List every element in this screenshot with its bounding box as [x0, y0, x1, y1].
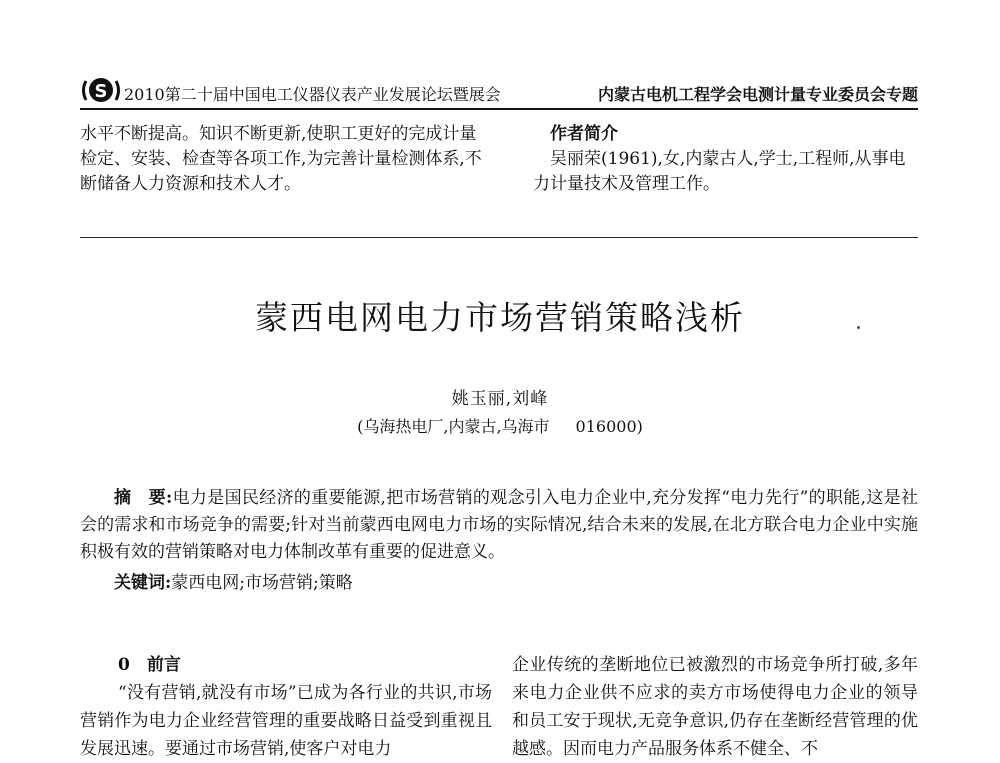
abstract [80, 485, 918, 566]
header-divider [80, 108, 918, 110]
page-header [80, 76, 918, 106]
keywords-text: 蒙西电网;市场营销;策略 [171, 573, 353, 593]
body-paragraph-right: 企业传统的垄断地位已被激烈的市场竞争所打破,多年来电力企业供不应求的卖方市场使得电力企业的领导和员工安于现状,无竞争意识,仍存在垄断经营管理的优越感。因而电力产品服务体系不健全、不 [512, 655, 918, 759]
article-title: 蒙西电网电力市场营销策略浅析 [255, 298, 745, 337]
section-heading: 0 前言 [118, 655, 181, 675]
body-column-left [80, 651, 492, 763]
journal-topic: 内蒙古电机工程学会电测计量专业委员会专题 [597, 85, 918, 104]
previous-article-text: 水平不断提高。知识不断更新,使职工更好的完成计量检定、安装、检查等各项工作,为完善计量检测体系,不断储备人力资源和技术人才。 [80, 124, 482, 194]
article-divider [80, 237, 918, 238]
speck-mark [857, 326, 860, 329]
author-bio-text: 吴丽荣(1961),女,内蒙古人,学士,工程师,从事电力计量技术及管理工作。 [533, 149, 906, 194]
body-paragraph-left: “没有营销,就没有市场”已成为各行业的共识,市场营销作为电力企业经营管理的重要战略日益受到重视且发展迅速。要通过市场营销,使客户对电力 [80, 683, 492, 759]
keywords-label: 关键词: [114, 573, 172, 593]
abstract-label: 摘 要: [114, 488, 173, 508]
affiliation-postcode: 016000) [575, 417, 643, 436]
article-authors: 姚玉丽,刘峰 [451, 389, 549, 409]
affiliation-text: (乌海热电厂,内蒙古,乌海市 [357, 417, 550, 436]
author-affiliation [0, 414, 1000, 437]
keywords [114, 568, 353, 593]
svg-text:S: S [94, 81, 108, 102]
author-bio [512, 122, 918, 197]
author-bio-heading: 作者简介 [550, 124, 618, 144]
conference-logo-icon [80, 76, 122, 104]
conference-title: 2010第二十届中国电工仪器仪表产业发展论坛暨展会 [124, 85, 501, 104]
abstract-text: 电力是国民经济的重要能源,把市场营销的观念引入电力企业中,充分发挥“电力先行”的职能,这是社会的需求和市场竞争的需要;针对当前蒙西电网电力市场的实际情况,结合未来的发展,在北方联合电力企业中实施积极有效的营销策略对电力体制改革有重要的促进意义。 [80, 488, 918, 562]
